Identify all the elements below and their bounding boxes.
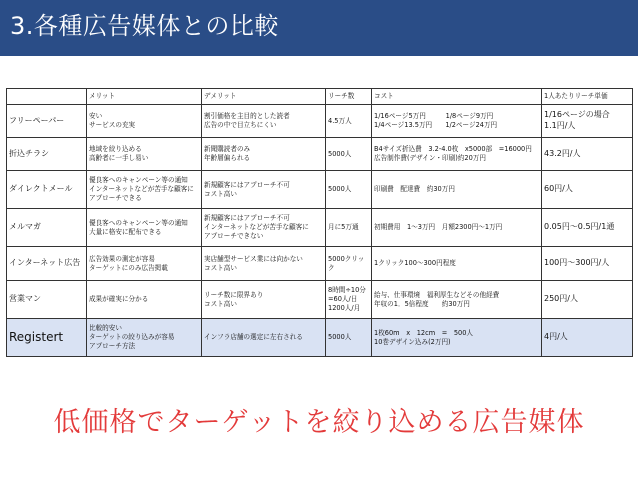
merit-cell: 広告効果の測定が容易 ターゲットにのみ広告掲載 bbox=[87, 247, 202, 281]
merit-cell: 成果が確実に分かる bbox=[87, 281, 202, 319]
unit-price-cell: 43.2円/人 bbox=[542, 138, 633, 171]
cost-cell: 1クリック100～300円程度 bbox=[372, 247, 542, 281]
header-unit-price: 1人あたりリーチ単価 bbox=[542, 89, 633, 105]
row-label: Registert bbox=[7, 319, 87, 357]
table-row bbox=[7, 105, 633, 138]
row-label: 営業マン bbox=[7, 281, 87, 319]
header-demerit: デメリット bbox=[202, 89, 326, 105]
demerit-cell: リーチ数に限界あり コスト高い bbox=[202, 281, 326, 319]
unit-price-cell: 4円/人 bbox=[542, 319, 633, 357]
reach-cell: 4.5万人 bbox=[326, 105, 372, 138]
comparison-table bbox=[6, 88, 633, 357]
table-row bbox=[7, 171, 633, 209]
cost-cell: B4サイズ折込費 3.2-4.0枚 x5000部 =16000円 広告制作費(デザイン・印刷)約20万円 bbox=[372, 138, 542, 171]
merit-cell: 安い サービスの充実 bbox=[87, 105, 202, 138]
unit-price-cell: 100円～300円/人 bbox=[542, 247, 633, 281]
table-row bbox=[7, 281, 633, 319]
cost-cell: 1/16ページ5万円 1/8ページ9万円 1/4ページ13.5万円 1/2ページ24万円 bbox=[372, 105, 542, 138]
merit-cell: 地域を絞り込める 高齢者に一手し易い bbox=[87, 138, 202, 171]
cost-cell: 初期費用 1～3万円 月額2300円～1万円 bbox=[372, 209, 542, 247]
merit-cell: 優良客へのキャンペーン等の通知 インターネットなどが苦手な顧客に アプローチできる bbox=[87, 171, 202, 209]
reach-cell: 5000クリック bbox=[326, 247, 372, 281]
reach-cell: 5000人 bbox=[326, 319, 372, 357]
table-row bbox=[7, 209, 633, 247]
demerit-cell: 新規顧客にはアプローチ不可 コスト高い bbox=[202, 171, 326, 209]
demerit-cell: インフラ店舗の選定に左右される bbox=[202, 319, 326, 357]
title-bar bbox=[0, 0, 638, 56]
cost-cell: 給与、仕事環境 福利厚生などその他経費 年収の1．5倍程度 約30万円 bbox=[372, 281, 542, 319]
demerit-cell: 新規顧客にはアプローチ不可 インターネットなどが苦手な顧客に アプローチできない bbox=[202, 209, 326, 247]
row-label: フリーペーパー bbox=[7, 105, 87, 138]
header-cost: コスト bbox=[372, 89, 542, 105]
unit-price-cell: 1/16ページの場合 1.1円/人 bbox=[542, 105, 633, 138]
row-label: メルマガ bbox=[7, 209, 87, 247]
reach-cell: 5000人 bbox=[326, 171, 372, 209]
table-row bbox=[7, 247, 633, 281]
cost-cell: 印刷費 配達費 約30万円 bbox=[372, 171, 542, 209]
header-row bbox=[7, 89, 633, 105]
reach-cell: 8時間÷10分=60人/日 1200人/月 bbox=[326, 281, 372, 319]
header-merit: メリット bbox=[87, 89, 202, 105]
row-label: インターネット広告 bbox=[7, 247, 87, 281]
cost-cell: 1枚60m x 12cm = 500人 10巻デザイン込み(2万円) bbox=[372, 319, 542, 357]
demerit-cell: 新聞購読者のみ 年齢層偏られる bbox=[202, 138, 326, 171]
header-corner bbox=[7, 89, 87, 105]
unit-price-cell: 250円/人 bbox=[542, 281, 633, 319]
unit-price-cell: 0.05円～0.5円/1通 bbox=[542, 209, 633, 247]
slide-title: 3.各種広告媒体との比較 bbox=[10, 12, 279, 40]
table-row bbox=[7, 138, 633, 171]
footer-tagline: 低価格でターゲットを絞り込める広告媒体 bbox=[53, 407, 585, 438]
merit-cell: 比較的安い ターゲットの絞り込みが容易 アプローチ方法 bbox=[87, 319, 202, 357]
demerit-cell: 実店舗型サービス業には向かない コスト高い bbox=[202, 247, 326, 281]
reach-cell: 月に5万通 bbox=[326, 209, 372, 247]
unit-price-cell: 60円/人 bbox=[542, 171, 633, 209]
merit-cell: 優良客へのキャンペーン等の通知 大量に格安に配布できる bbox=[87, 209, 202, 247]
table-row-highlighted bbox=[7, 319, 633, 357]
demerit-cell: 割引価格を主目的とした読者 広告の中で目立ちにくい bbox=[202, 105, 326, 138]
header-reach: リーチ数 bbox=[326, 89, 372, 105]
row-label: 折込チラシ bbox=[7, 138, 87, 171]
reach-cell: 5000人 bbox=[326, 138, 372, 171]
row-label: ダイレクトメール bbox=[7, 171, 87, 209]
